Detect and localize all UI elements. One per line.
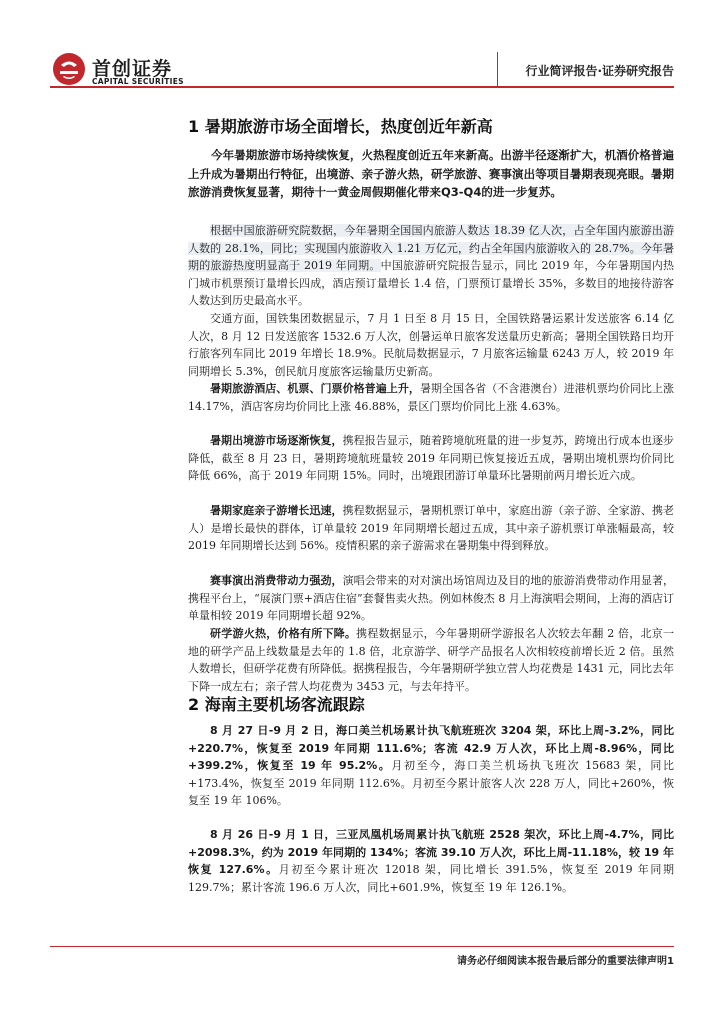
paragraph-family	[188, 502, 674, 555]
page-footer	[457, 952, 674, 967]
paragraph-sanya	[188, 826, 674, 896]
paragraph-transport: 交通方面，国铁集团数据显示，7 月 1 日至 8 月 15 日，全国铁路暑运累计发送旅客 6.14 亿人次，8 月 12 日发送旅客 1532.6 万人次，创暑运单日旅客发送量历史新高；暑期全国铁路日均开行旅客列车同比 2019 年增长 18.9%。民航局数据显示，7 月旅客运输量 6243 万人，较 2019 年同期增长 5.3%，创民航月度旅客运输量历史新高。	[188, 312, 674, 378]
company-logo	[52, 52, 242, 86]
paragraph-study-tour	[188, 625, 674, 695]
footer-rule	[50, 946, 674, 947]
paragraph-text: 月初至今累计班次 12018 架，同比增长 391.5%，恢复至 2019 年同期 129.7%；累计客流 196.6 万人次，同比+601.9%，恢复至 19 年 126.1%。	[188, 863, 674, 894]
section-2-title: 2 海南主要机场客流跟踪	[188, 695, 365, 714]
paragraph-text: 携程数据显示，暑期机票订单中，家庭出游（亲子游、全家游、携老人）是增长最快的群体，订单量较 2019 年同期增长超过五成，其中亲子游机票订单涨幅最高，较 2019 年同期增长达到 56%。疫情积累的亲子游需求在暑期集中得到释放。	[188, 504, 675, 553]
footer-disclaimer: 请务必仔细阅读本报告最后部分的重要法律声明	[457, 956, 668, 967]
paragraph-prices	[188, 380, 674, 415]
page-number: 1	[667, 956, 674, 967]
page-header	[50, 44, 674, 90]
paragraph-text: 暑期全国各省（不含港澳台）进港机票均价同比上涨 14.17%，酒店客房均价同比上涨 46.88%，景区门票均价同比上涨 4.63%。	[188, 382, 675, 413]
paragraph-outbound	[188, 432, 674, 485]
paragraph-lead: 暑期出境游市场逐渐恢复，	[210, 434, 343, 447]
paragraph-events	[188, 572, 674, 625]
paragraph-lead: 暑期家庭亲子游增长迅速，	[210, 504, 343, 517]
paragraph-text: 月初至今，海口美兰机场执飞班次 15683 架，同比+173.4%，恢复至 2019 年同期 112.6%。月初至今累计旅客人次 228 万人，同比+260%，恢复至 19 年 106%。	[188, 759, 674, 808]
header-rule	[50, 86, 674, 88]
highlighted-text: 根据中国旅游研究院数据，今年暑期全国国内旅游人数达 18.39 亿人次，占全年国内旅游出游人数的 28.1%，同比；实现国内旅游收入 1.21 万亿元，约占全年国内旅游收入的 28.7%。今年暑期的旅游热度明显高于 2019 年同期。	[188, 224, 674, 273]
paragraph-lead: 8 月 26 日-9 月 1 日，三亚凤凰机场周累计执飞航班 2528 架次，环比上周-4.7%，同比+2098.3%，约为 2019 年同期的 134%；客流 39.10 万人次，环比上周-11.18%，较 19 年恢复 127.6%。	[188, 828, 674, 877]
capital-securities-logo-icon	[52, 52, 86, 86]
paragraph-haikou	[188, 722, 674, 810]
section-1-title: 1 暑期旅游市场全面增长，热度创近年新高	[188, 117, 493, 136]
paragraph-lead: 赛事演出消费带动力强劲，	[210, 574, 343, 587]
section-1-summary: 今年暑期旅游市场持续恢复，火热程度创近五年来新高。出游半径逐渐扩大，机酒价格普遍上升成为暑期出行特征，出境游、亲子游火热，研学旅游、赛事演出等项目暑期表现亮眼。暑期旅游消费恢复显著，期待十一黄金周假期催化带来Q3-Q4的进一步复苏。	[188, 148, 674, 200]
paragraph-tourism-data	[188, 222, 674, 310]
paragraph-lead: 暑期旅游酒店、机票、门票价格普遍上升，	[210, 382, 420, 395]
logo-text-en: CAPITAL SECURITIES	[92, 77, 184, 86]
paragraph-text: 携程报告显示，随着跨境航班量的进一步复苏，跨境出行成本也逐步降低，截至 8 月 23 日，暑期跨境航班量较 2019 年同期已恢复接近五成，暑期出境机票均价同比降低 66%，高于 2019 年同期 15%。同时，出境跟团游订单量环比暑期前两月增长近六成。	[188, 434, 675, 483]
paragraph-lead: 研学游火热，价格有所下降。	[210, 627, 357, 640]
paragraph-lead: 8 月 27 日-9 月 2 日，海口美兰机场累计执飞航班班次 3204 架，环比上周-3.2%，同比+220.7%，恢复至 2019 年同期 111.6%；客流 42.9 万人次，环比上周-8.96%，同比+399.2%，恢复至 19 年 95.2%。	[188, 724, 674, 773]
paragraph-text: 演唱会带来的对对演出场馆周边及目的地的旅游消费带动作用显著，携程平台上，“展演门票+酒店住宿”套餐售卖火热。例如林俊杰 8 月上海演唱会期间，上海的酒店订单量相较 2019 年同期增长超 92%。	[188, 574, 675, 623]
paragraph-text: 中国旅游研究院报告显示，同比 2019 年，今年暑期国内热门城市机票预订量增长四成，酒店预订量增长 1.4 倍，门票预订量增长 35%，多数目的地接待游客人数达到历史最高水平。	[188, 259, 674, 308]
report-type: 行业简评报告·证券研究报告	[525, 64, 674, 78]
logo-text-cn: 首创证券	[92, 58, 173, 80]
header-divider	[497, 52, 498, 86]
paragraph-text: 携程数据显示，今年暑期研学游报名人次较去年翻 2 倍，北京一地的研学产品上线数量是去年的 1.8 倍，北京游学、研学产品报名人次相较疫前增长近 2 倍。虽然人数增长，但研学花费有所降低。据携程报告，今年暑期研学独立营人均花费是 1431 元，同比去年下降一成左右；亲子营人均花费为 3453 元，与去年持平。	[188, 627, 674, 693]
